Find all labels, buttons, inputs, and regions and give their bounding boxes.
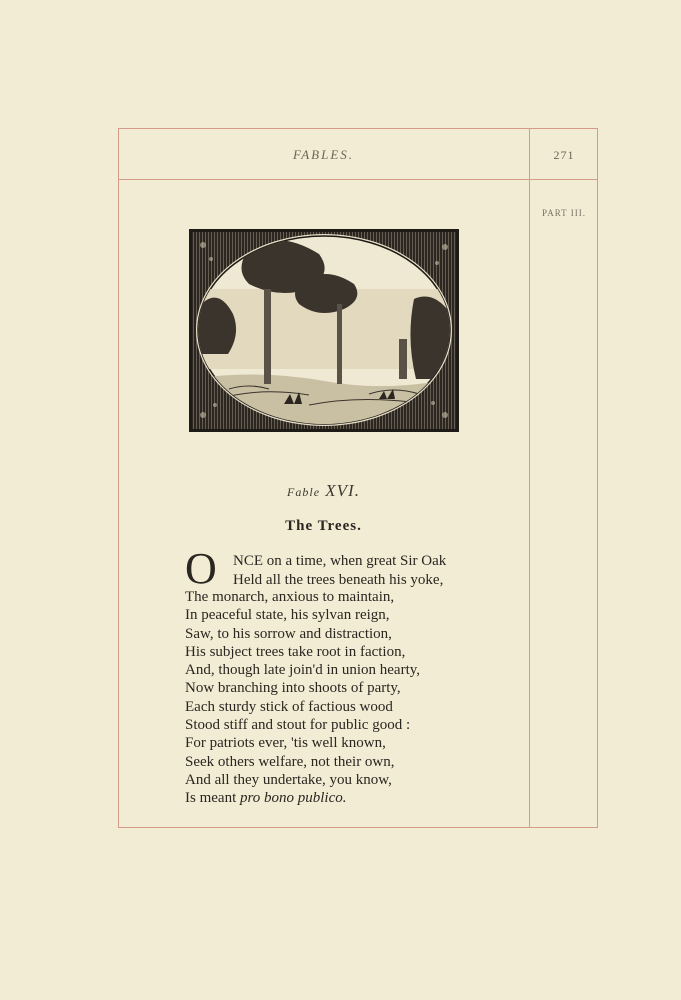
poem-line-1: NCE on a time, when great Sir Oak — [233, 553, 447, 569]
poem-line: In peaceful state, his sylvan reign, — [185, 607, 390, 624]
poem-line: Stood stiff and stout for public good : — [185, 717, 411, 734]
poem-line: Saw, to his sorrow and distraction, — [185, 625, 392, 642]
last-line-prefix: Is meant — [185, 790, 237, 807]
tree-engraving-icon — [189, 229, 459, 432]
poem-line: The monarch, anxious to maintain, — [185, 589, 395, 605]
poem-line: And all they undertake, you know, — [185, 771, 392, 788]
drop-cap: O — [185, 544, 217, 593]
fable-subtitle: The Trees. — [285, 518, 362, 534]
poem-line: Now branching into shoots of party, — [185, 680, 401, 697]
poem-last-line — [185, 789, 420, 807]
poem-body — [185, 588, 420, 808]
header-rule — [118, 179, 598, 180]
fable-title-numeral: XVI. — [325, 481, 360, 500]
poem-line: For patriots ever, 'tis well known, — [185, 735, 386, 752]
page-number: 271 — [553, 148, 575, 162]
last-line-latin: pro bono publico. — [239, 790, 347, 807]
poem-line: His subject trees take root in faction, — [185, 643, 406, 660]
margin-divider — [529, 128, 530, 828]
part-label: PART III. — [542, 208, 586, 218]
running-head: FABLES. — [292, 147, 355, 162]
poem-line: Each sturdy stick of factious wood — [185, 698, 393, 715]
poem-line: And, though late join'd in union hearty, — [185, 662, 421, 679]
fable-title — [118, 481, 529, 501]
poem-line-2: Held all the trees beneath his yoke, — [233, 572, 444, 588]
poem-line: Seek others welfare, not their own, — [185, 753, 395, 770]
fable-title-label: Fable — [287, 485, 321, 499]
